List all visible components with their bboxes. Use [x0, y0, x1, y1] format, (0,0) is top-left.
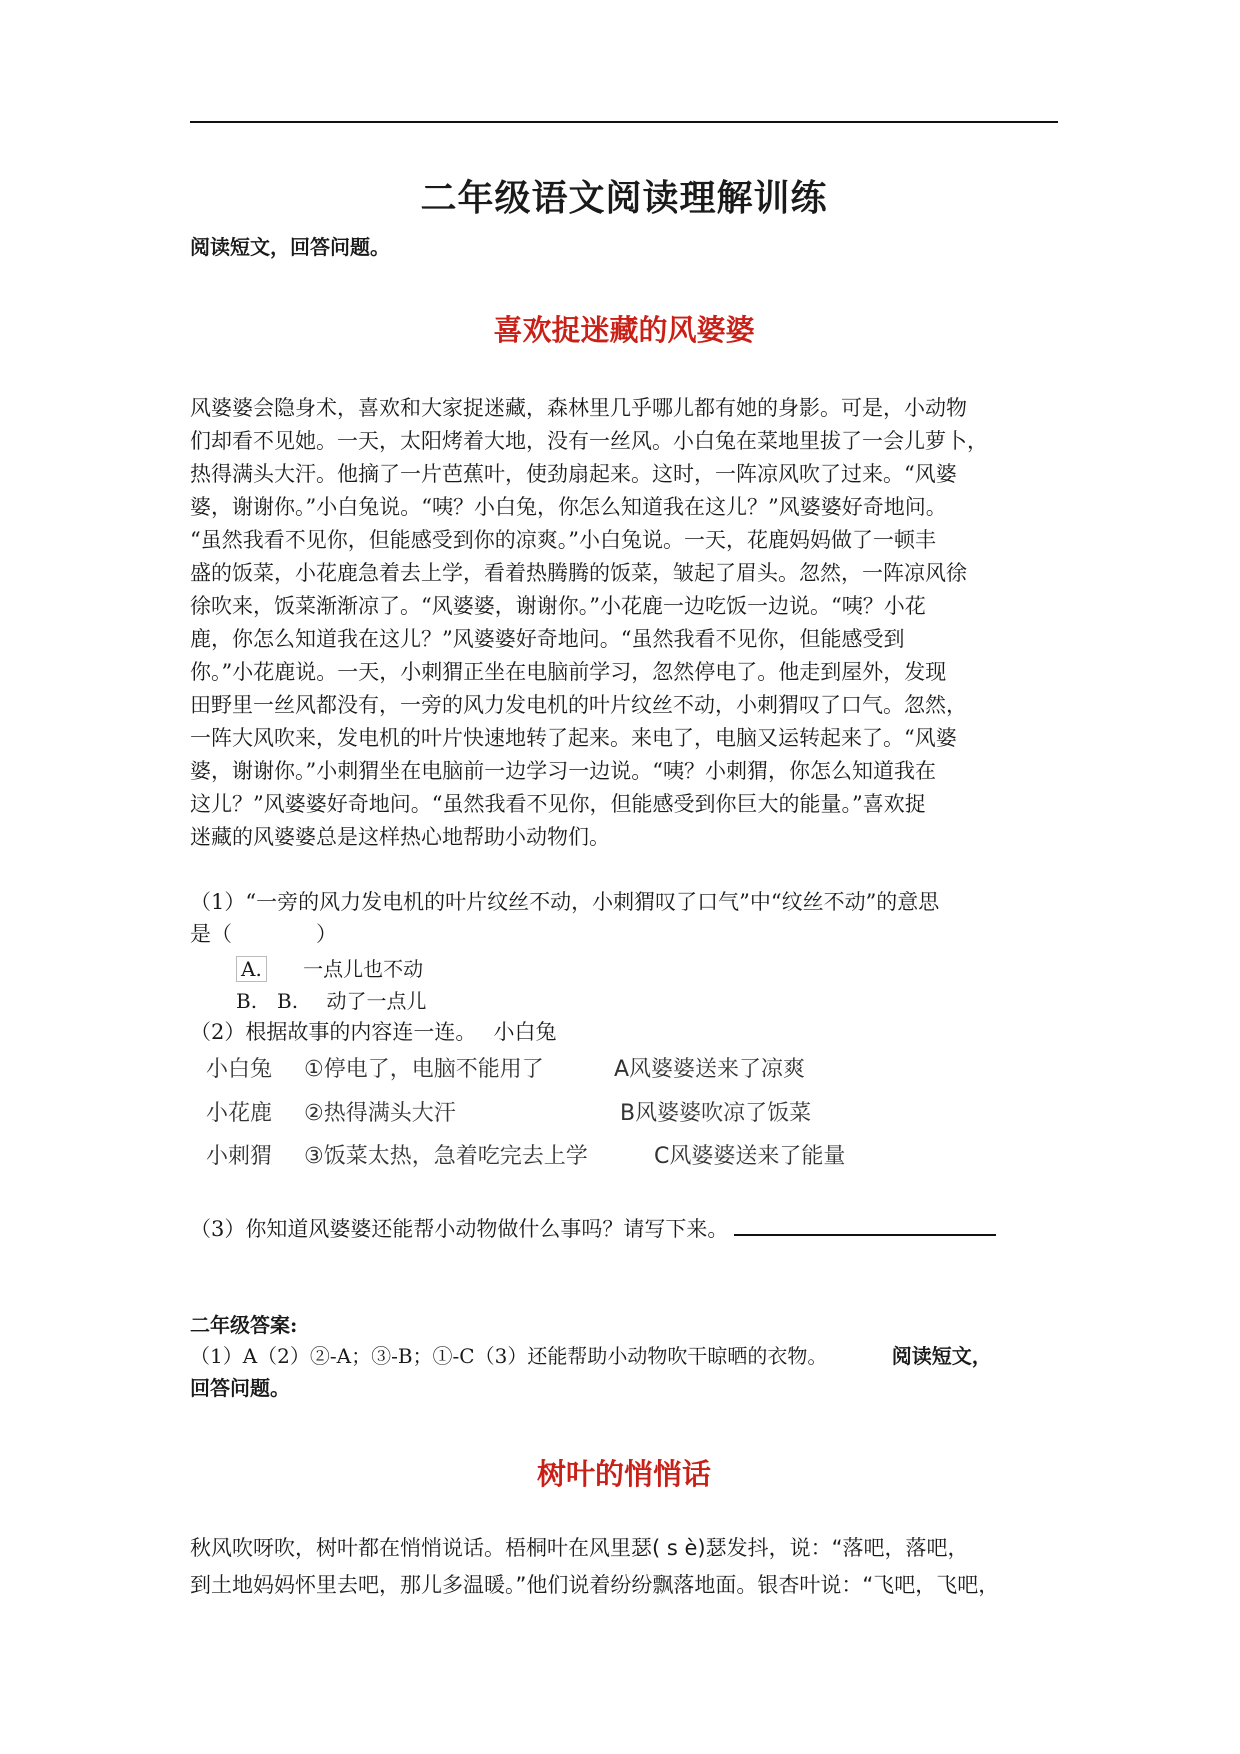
story1-body [190, 392, 1070, 854]
match-event: ③饭菜太热，急着吃完去上学 [304, 1144, 588, 1169]
match-animal: 小白兔 [206, 1057, 273, 1082]
match-result: C风婆婆送来了能量 [654, 1144, 846, 1169]
option-a-text: 一点儿也不动 [303, 957, 424, 981]
option-a-label: A. [236, 956, 267, 982]
option-b-label: B. B. [236, 989, 299, 1013]
story1-title: 喜欢捉迷藏的风婆婆 [493, 313, 755, 347]
answers-title: 二年级答案: [190, 1313, 298, 1337]
match-event: ②热得满头大汗 [304, 1101, 456, 1126]
question-1-option-b[interactable] [236, 985, 426, 1014]
match-event: ①停电了，电脑不能用了 [304, 1057, 544, 1082]
question-3-text: （3）你知道风婆婆还能帮小动物做什么事吗？请写下来。 [190, 1217, 729, 1241]
reading-instruction: 阅读短文，回答问题。 [190, 235, 390, 259]
story1-line: 婆，谢谢你。”小刺猬坐在电脑前一边学习一边说。“咦？小刺猬，你怎么知道我在 [190, 759, 936, 783]
answers-line [190, 1340, 1070, 1372]
answers-block [190, 1340, 1070, 1404]
match-animal: 小刺猬 [206, 1144, 273, 1169]
story1-line: 田野里一丝风都没有，一旁的风力发电机的叶片纹丝不动，小刺猬叹了口气。忽然， [190, 693, 967, 717]
story2-title: 树叶的悄悄话 [536, 1457, 711, 1491]
answers-instruction-part2: 回答问题。 [190, 1376, 290, 1400]
header-rule [190, 121, 1058, 123]
answers-instruction-part1: 阅读短文， [891, 1344, 992, 1368]
question-1-line2: 是（ ） [190, 922, 337, 946]
match-animal: 小花鹿 [206, 1101, 273, 1126]
answer-blank-line[interactable] [734, 1212, 996, 1236]
story2-line: 到土地妈妈怀里去吧，那儿多温暖。”他们说着纷纷飘落地面。银杏叶说：“飞吧，飞吧， [190, 1573, 1000, 1597]
option-b-text: 动了一点儿 [326, 989, 427, 1013]
story1-line: 盛的饭菜，小花鹿急着去上学，看着热腾腾的饭菜，皱起了眉头。忽然，一阵凉风徐 [190, 561, 967, 585]
question-3 [190, 1212, 996, 1245]
match-result: B风婆婆吹凉了饭菜 [620, 1101, 812, 1126]
story1-line: 鹿，你怎么知道我在这儿？”风婆婆好奇地问。“虽然我看不见你，但能感受到 [190, 627, 905, 651]
story1-line: 迷藏的风婆婆总是这样热心地帮助小动物们。 [190, 825, 610, 849]
story2-line: 秋风吹呀吹，树叶都在悄悄说话。梧桐叶在风里瑟( s è)瑟发抖，说：“落吧，落吧， [190, 1536, 969, 1560]
answers-text: （1）A（2）②-A；③-B；①-C（3）还能帮助小动物吹干晾晒的衣物。 [190, 1344, 828, 1368]
match-result: A风婆婆送来了凉爽 [614, 1057, 806, 1082]
story1-line: 一阵大风吹来，发电机的叶片快速地转了起来。来电了，电脑又运转起来了。“风婆 [190, 726, 957, 750]
story1-line: 徐吹来，饭菜渐渐凉了。“风婆婆，谢谢你。”小花鹿一边吃饭一边说。“咦？小花 [190, 594, 926, 618]
story2-body [190, 1530, 1070, 1604]
question-2: （2）根据故事的内容连一连。 小白兔 [190, 1020, 557, 1044]
document-title: 二年级语文阅读理解训练 [420, 177, 828, 219]
story1-line: “虽然我看不见你，但能感受到你的凉爽。”小白兔说。一天，花鹿妈妈做了一顿丰 [190, 528, 936, 552]
story1-line: 风婆婆会隐身术，喜欢和大家捉迷藏，森林里几乎哪儿都有她的身影。可是，小动物 [190, 396, 967, 420]
story1-line: 婆，谢谢你。”小白兔说。“咦？小白兔，你怎么知道我在这儿？”风婆婆好奇地问。 [190, 495, 947, 519]
story1-line: 热得满头大汗。他摘了一片芭蕉叶，使劲扇起来。这时，一阵凉风吹了过来。“风婆 [190, 462, 957, 486]
story1-line: 们却看不见她。一天，太阳烤着大地，没有一丝风。小白兔在菜地里拔了一会儿萝卜， [190, 429, 988, 453]
question-1-line1: （1）“一旁的风力发电机的叶片纹丝不动，小刺猬叹了口气”中“纹丝不动”的意思 [190, 890, 940, 914]
story1-line: 你。”小花鹿说。一天，小刺猬正坐在电脑前学习，忽然停电了。他走到屋外，发现 [190, 660, 947, 684]
question-1-option-a[interactable] [236, 953, 423, 982]
story1-line: 这儿？”风婆婆好奇地问。“虽然我看不见你，但能感受到你巨大的能量。”喜欢捉 [190, 792, 926, 816]
